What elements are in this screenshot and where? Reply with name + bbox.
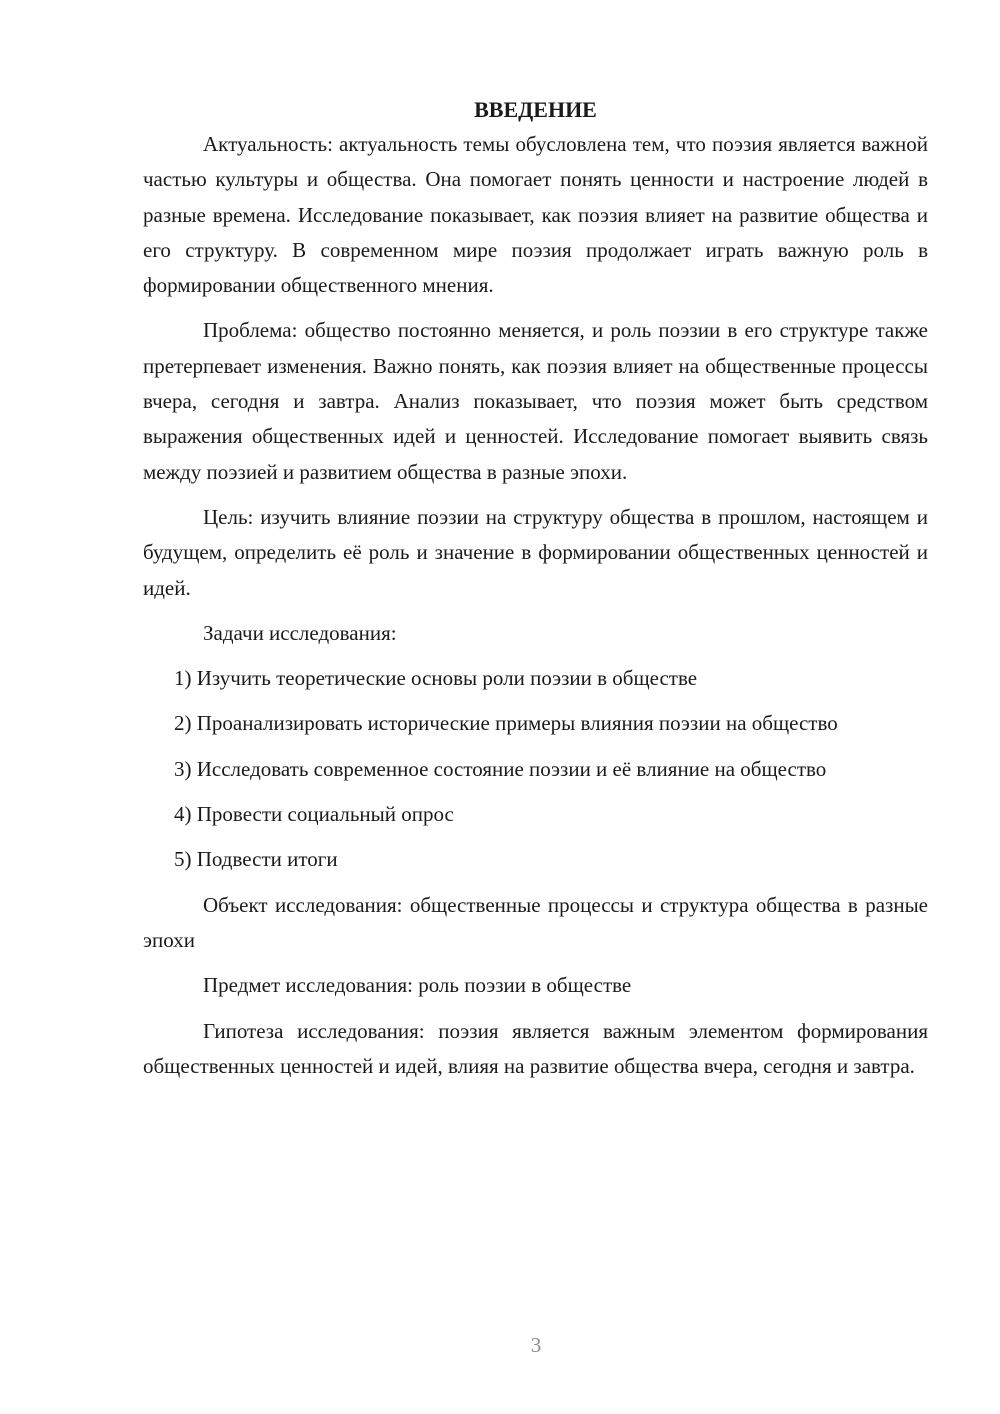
tasks-heading: Задачи исследования: xyxy=(203,620,397,645)
subject-paragraph: Предмет исследования: роль поэзии в обществе xyxy=(203,973,632,998)
problem-paragraph: Проблема: общество постоянно меняется, и роль поэзии в его структуре также претерпевает изменения. Важно понять, как поэзия влияет на общественные процессы вчера, сегодня и завтра. Анализ показывает, что поэзия может быть средством выражения общественных идей и ценностей. Исследование помогает выявить связь между поэзией и развитием общества в разные эпохи. xyxy=(143,318,928,484)
page-number: 3 xyxy=(530,1333,542,1357)
goal-paragraph: Цель: изучить влияние поэзии на структуру общества в прошлом, настоящем и будущем, определить её роль и значение в формировании общественных ценностей и идей. xyxy=(143,504,928,600)
section-title: ВВЕДЕНИЕ xyxy=(474,97,597,122)
task-item-5: 5) Подвести итоги xyxy=(174,847,338,872)
hypothesis-paragraph: Гипотеза исследования: поэзия является важным элементом формирования общественных ценностей и идей, влияя на развитие общества вчера, сегодня и завтра. xyxy=(143,1018,928,1078)
document-body xyxy=(143,92,928,1084)
task-item-4: 4) Провести социальный опрос xyxy=(174,802,454,827)
task-item-1: 1) Изучить теоретические основы роли поэзии в обществе xyxy=(174,666,698,691)
relevance-paragraph: Актуальность: актуальность темы обусловлена тем, что поэзия является важной частью культуры и общества. Она помогает понять ценности и настроение людей в разные времена. Исследование показывает, как поэзия влияет на развитие общества и его структуру. В современном мире поэзия продолжает играть важную роль в формировании общественного мнения. xyxy=(143,132,928,298)
object-paragraph: Объект исследования: общественные процессы и структура общества в разные эпохи xyxy=(143,892,928,952)
task-item-3: 3) Исследовать современное состояние поэзии и её влияние на общество xyxy=(174,756,827,781)
task-item-2: 2) Проанализировать исторические примеры влияния поэзии на общество xyxy=(174,711,838,736)
